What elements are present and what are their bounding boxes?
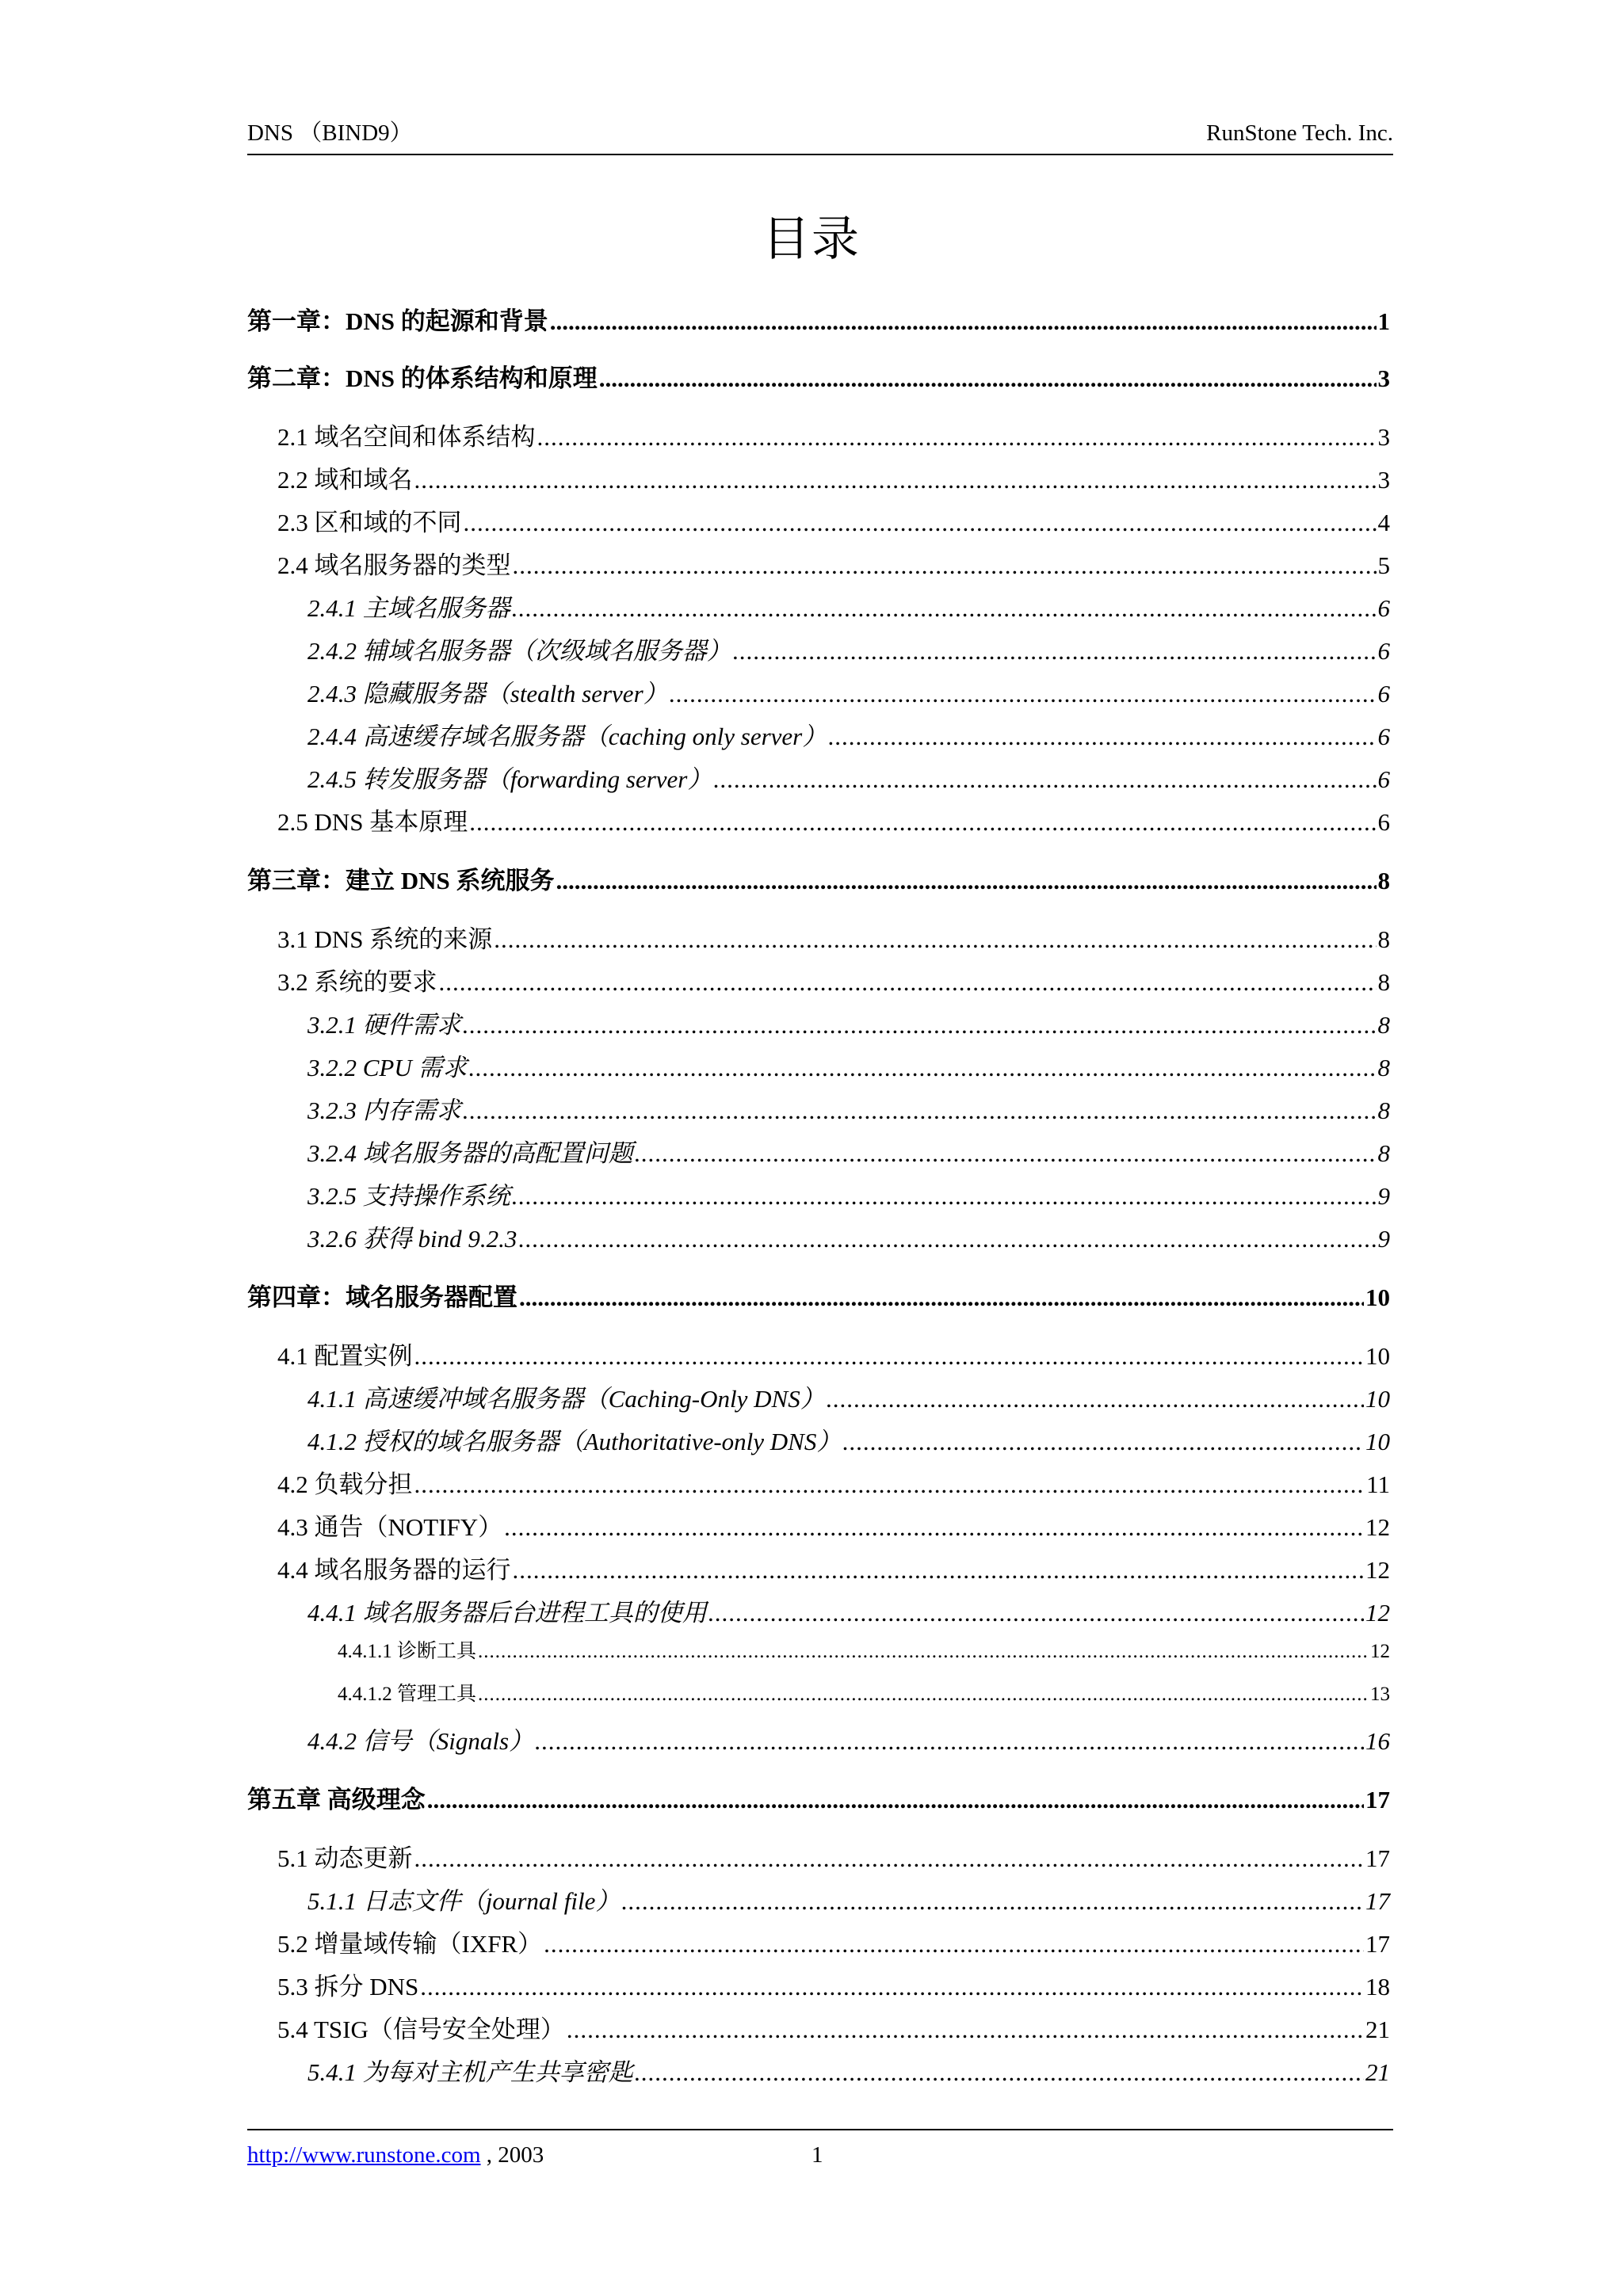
toc-entry-title: 第三章：建立 DNS 系统服务 xyxy=(247,867,555,894)
toc-entry-page: 6 xyxy=(1377,594,1390,622)
toc-entry-title: 第四章：域名服务器配置 xyxy=(247,1283,517,1311)
toc-entry[interactable] xyxy=(247,417,1390,452)
toc-entry[interactable] xyxy=(247,802,1390,837)
toc-dot-leader xyxy=(537,423,1377,452)
toc-dot-leader xyxy=(550,307,1377,336)
toc-entry-title: 3.2.4 域名服务器的高配置问题 xyxy=(307,1139,633,1167)
toc-entry-title: 4.4.2 信号（Signals） xyxy=(307,1727,534,1755)
toc-dot-leader xyxy=(464,509,1377,537)
toc-entry-title: 5.4.1 为每对主机产生共享密匙 xyxy=(307,2058,633,2086)
toc-dot-leader xyxy=(599,364,1377,393)
toc-title: 目录 xyxy=(762,213,861,265)
toc-entry-page: 12 xyxy=(1365,1513,1390,1541)
footer-link[interactable]: http://www.runstone.com xyxy=(247,2142,481,2168)
toc-dot-leader xyxy=(439,968,1377,997)
toc-entry-page: 8 xyxy=(1377,968,1390,996)
toc-entry[interactable] xyxy=(247,301,1390,337)
toc-entry-title: 第五章 高级理念 xyxy=(247,1786,426,1814)
toc-dot-leader xyxy=(842,1428,1364,1456)
toc-dot-leader xyxy=(478,1684,1369,1706)
toc-entry[interactable] xyxy=(247,2009,1390,2045)
toc-entry[interactable] xyxy=(247,502,1390,538)
toc-entry[interactable] xyxy=(247,1678,1390,1707)
toc-entry-page: 21 xyxy=(1365,2058,1390,2086)
toc-entry[interactable] xyxy=(247,1838,1390,1874)
toc-entry[interactable] xyxy=(247,358,1390,394)
toc-entry[interactable] xyxy=(247,1966,1390,2002)
toc-entry[interactable] xyxy=(247,1336,1390,1371)
toc-entry-page: 6 xyxy=(1377,723,1390,750)
toc-entry-page: 6 xyxy=(1377,637,1390,665)
toc-entry-title: 2.2 域和域名 xyxy=(277,466,413,494)
toc-entry-title: 5.2 增量域传输（IXFR） xyxy=(277,1930,543,1958)
toc-dot-leader xyxy=(708,1599,1364,1627)
toc-dot-leader xyxy=(513,551,1377,580)
toc-dot-leader xyxy=(544,1930,1364,1958)
toc-entry-page: 5 xyxy=(1377,551,1390,579)
toc-entry-title: 5.1.1 日志文件（journal file） xyxy=(307,1887,621,1915)
toc-entry[interactable] xyxy=(247,1277,1390,1313)
toc-dot-leader xyxy=(512,1182,1377,1211)
header-left-text: DNS （BIND9） xyxy=(247,120,413,146)
toc-entry[interactable] xyxy=(247,962,1390,997)
toc-entry[interactable] xyxy=(247,1507,1390,1543)
toc-entry[interactable] xyxy=(247,1635,1390,1664)
toc-dot-leader xyxy=(535,1727,1364,1756)
toc-entry-title: 2.4.1 主域名服务器 xyxy=(307,594,510,622)
toc-dot-leader xyxy=(635,1139,1377,1168)
toc-entry-page: 1 xyxy=(1377,307,1390,335)
toc-entry-page: 8 xyxy=(1377,1054,1390,1081)
toc-dot-leader xyxy=(519,1283,1364,1312)
toc-entry-title: 4.1.2 授权的域名服务器（Authoritative-only DNS） xyxy=(307,1428,842,1455)
toc-entry-page: 6 xyxy=(1377,765,1390,793)
toc-entry-page: 8 xyxy=(1377,925,1390,953)
toc-entry-page: 10 xyxy=(1365,1385,1390,1413)
toc-dot-leader xyxy=(414,1470,1365,1499)
toc-entry-page: 9 xyxy=(1377,1225,1390,1253)
toc-entry[interactable] xyxy=(247,1005,1390,1040)
toc-entry-title: 4.4.1 域名服务器后台进程工具的使用 xyxy=(307,1599,707,1627)
toc-entry-title: 第一章：DNS 的起源和背景 xyxy=(247,307,548,335)
toc-entry-page: 11 xyxy=(1366,1470,1390,1498)
toc-entry-page: 6 xyxy=(1377,680,1390,707)
toc-entry-page: 12 xyxy=(1365,1599,1390,1627)
toc-entry-title: 4.4 域名服务器的运行 xyxy=(277,1556,511,1584)
toc-entry[interactable] xyxy=(247,1881,1390,1917)
toc-dot-leader xyxy=(556,867,1377,895)
toc-entry-page: 8 xyxy=(1377,867,1390,894)
toc-entry[interactable] xyxy=(247,860,1390,896)
toc-entry[interactable] xyxy=(247,716,1390,752)
toc-entry[interactable] xyxy=(247,1464,1390,1500)
toc-entry-title: 3.2.6 获得 bind 9.2.3 xyxy=(307,1225,517,1253)
toc-dot-leader xyxy=(828,723,1376,751)
toc-entry[interactable] xyxy=(247,545,1390,581)
toc-entry[interactable] xyxy=(247,2052,1390,2088)
toc-dot-leader xyxy=(478,1641,1369,1663)
toc-entry[interactable] xyxy=(247,919,1390,955)
toc-entry[interactable] xyxy=(247,1047,1390,1083)
toc-dot-leader xyxy=(414,1844,1365,1873)
toc-entry[interactable] xyxy=(247,1924,1390,1959)
toc-dot-leader xyxy=(567,2016,1364,2044)
toc-entry-page: 21 xyxy=(1365,2016,1390,2043)
toc-dot-leader xyxy=(504,1513,1364,1542)
toc-entry-page: 12 xyxy=(1370,1641,1390,1662)
toc-entry-title: 2.4.5 转发服务器（forwarding server） xyxy=(307,765,712,793)
toc-dot-leader xyxy=(512,594,1377,623)
toc-dot-leader xyxy=(414,466,1377,494)
toc-entry[interactable] xyxy=(247,1721,1390,1756)
toc-entry-title: 5.1 动态更新 xyxy=(277,1844,413,1872)
toc-entry-page: 8 xyxy=(1377,1139,1390,1167)
toc-entry[interactable] xyxy=(247,1219,1390,1254)
toc-entry-page: 3 xyxy=(1377,423,1390,451)
toc-entry-page: 10 xyxy=(1365,1428,1390,1455)
toc-entry-page: 8 xyxy=(1377,1097,1390,1124)
toc-entry-title: 3.1 DNS 系统的来源 xyxy=(277,925,493,953)
toc-entry-title: 3.2.2 CPU 需求 xyxy=(307,1054,468,1081)
toc-dot-leader xyxy=(621,1887,1364,1916)
toc-entry-title: 4.4.1.2 管理工具 xyxy=(338,1684,477,1705)
toc-dot-leader xyxy=(414,1342,1365,1371)
toc-entry-page: 8 xyxy=(1377,1011,1390,1039)
toc-entry-title: 5.3 拆分 DNS xyxy=(277,1973,419,2000)
toc-entry[interactable] xyxy=(247,673,1390,709)
toc-dot-leader xyxy=(463,1097,1377,1125)
toc-entry[interactable] xyxy=(247,631,1390,666)
toc-entry-page: 3 xyxy=(1377,364,1390,392)
toc-entry-title: 4.3 通告（NOTIFY） xyxy=(277,1513,503,1541)
toc-entry-page: 4 xyxy=(1377,509,1390,536)
toc-entry-title: 3.2.1 硬件需求 xyxy=(307,1011,461,1039)
toc-dot-leader xyxy=(670,680,1377,708)
footer-page-number: 1 xyxy=(812,2142,823,2168)
toc-dot-leader xyxy=(427,1786,1364,1814)
toc-entry[interactable] xyxy=(247,1592,1390,1628)
toc-entry-title: 2.5 DNS 基本原理 xyxy=(277,808,468,836)
toc-entry-title: 4.4.1.1 诊断工具 xyxy=(338,1641,477,1662)
toc-dot-leader xyxy=(420,1973,1364,2001)
toc-dot-leader xyxy=(827,1385,1364,1413)
toc-entry[interactable] xyxy=(247,1550,1390,1585)
toc-dot-leader xyxy=(713,765,1376,794)
toc-entry-page: 17 xyxy=(1365,1786,1390,1814)
toc-dot-leader xyxy=(733,637,1377,666)
toc-entry-page: 16 xyxy=(1365,1727,1390,1755)
toc-entry-page: 17 xyxy=(1365,1930,1390,1958)
header-divider xyxy=(247,154,1393,155)
toc-dot-leader xyxy=(463,1011,1377,1039)
toc-dot-leader xyxy=(469,808,1376,837)
toc-entry-title: 2.4.2 辅域名服务器（次级域名服务器） xyxy=(307,637,731,665)
toc-entry[interactable] xyxy=(247,460,1390,495)
toc-entry-title: 5.4 TSIG（信号安全处理） xyxy=(277,2016,565,2043)
toc-entry-title: 3.2 系统的要求 xyxy=(277,968,437,996)
page-footer xyxy=(247,2139,544,2171)
toc-entry-title: 2.4.3 隐藏服务器（stealth server） xyxy=(307,680,668,707)
page-header xyxy=(247,116,1393,151)
toc-entry[interactable] xyxy=(247,1421,1390,1457)
toc-dot-leader xyxy=(494,925,1376,954)
toc-entry[interactable] xyxy=(247,588,1390,624)
toc-entry[interactable] xyxy=(247,1090,1390,1126)
toc-entry-page: 6 xyxy=(1377,808,1390,836)
toc-entry-title: 3.2.3 内存需求 xyxy=(307,1097,461,1124)
toc-entry[interactable] xyxy=(247,1176,1390,1211)
toc-entry-page: 3 xyxy=(1377,466,1390,494)
toc-entry-title: 4.1.1 高速缓冲域名服务器（Caching-Only DNS） xyxy=(307,1385,825,1413)
toc-entry-title: 4.1 配置实例 xyxy=(277,1342,413,1370)
toc-entry-page: 13 xyxy=(1370,1684,1390,1705)
toc-entry-title: 2.3 区和域的不同 xyxy=(277,509,462,536)
footer-divider xyxy=(247,2129,1393,2130)
toc-entry-page: 10 xyxy=(1365,1283,1390,1311)
toc-entry[interactable] xyxy=(247,1379,1390,1414)
toc-entry-page: 18 xyxy=(1365,1973,1390,2000)
toc-dot-leader xyxy=(635,2058,1364,2087)
toc-entry[interactable] xyxy=(247,1133,1390,1169)
toc-entry-title: 2.1 域名空间和体系结构 xyxy=(277,423,536,451)
toc-entry-title: 4.2 负载分担 xyxy=(277,1470,413,1498)
toc-entry-page: 12 xyxy=(1365,1556,1390,1584)
toc-dot-leader xyxy=(469,1054,1377,1082)
toc-entry-title: 3.2.5 支持操作系统 xyxy=(307,1182,510,1210)
toc-entry-title: 第二章：DNS 的体系结构和原理 xyxy=(247,364,598,392)
toc-entry-page: 17 xyxy=(1365,1844,1390,1872)
toc-entry-title: 2.4.4 高速缓存域名服务器（caching only server） xyxy=(307,723,827,750)
toc-entry[interactable] xyxy=(247,759,1390,795)
toc-dot-leader xyxy=(518,1225,1376,1253)
toc-entry-page: 17 xyxy=(1365,1887,1390,1915)
toc-entry-title: 2.4 域名服务器的类型 xyxy=(277,551,511,579)
toc-entry[interactable] xyxy=(247,1779,1390,1815)
footer-year: , 2003 xyxy=(480,2142,544,2168)
toc-entry-page: 9 xyxy=(1377,1182,1390,1210)
toc-entry-page: 10 xyxy=(1365,1342,1390,1370)
header-right-text: RunStone Tech. Inc. xyxy=(1206,120,1393,146)
toc-dot-leader xyxy=(513,1556,1365,1585)
